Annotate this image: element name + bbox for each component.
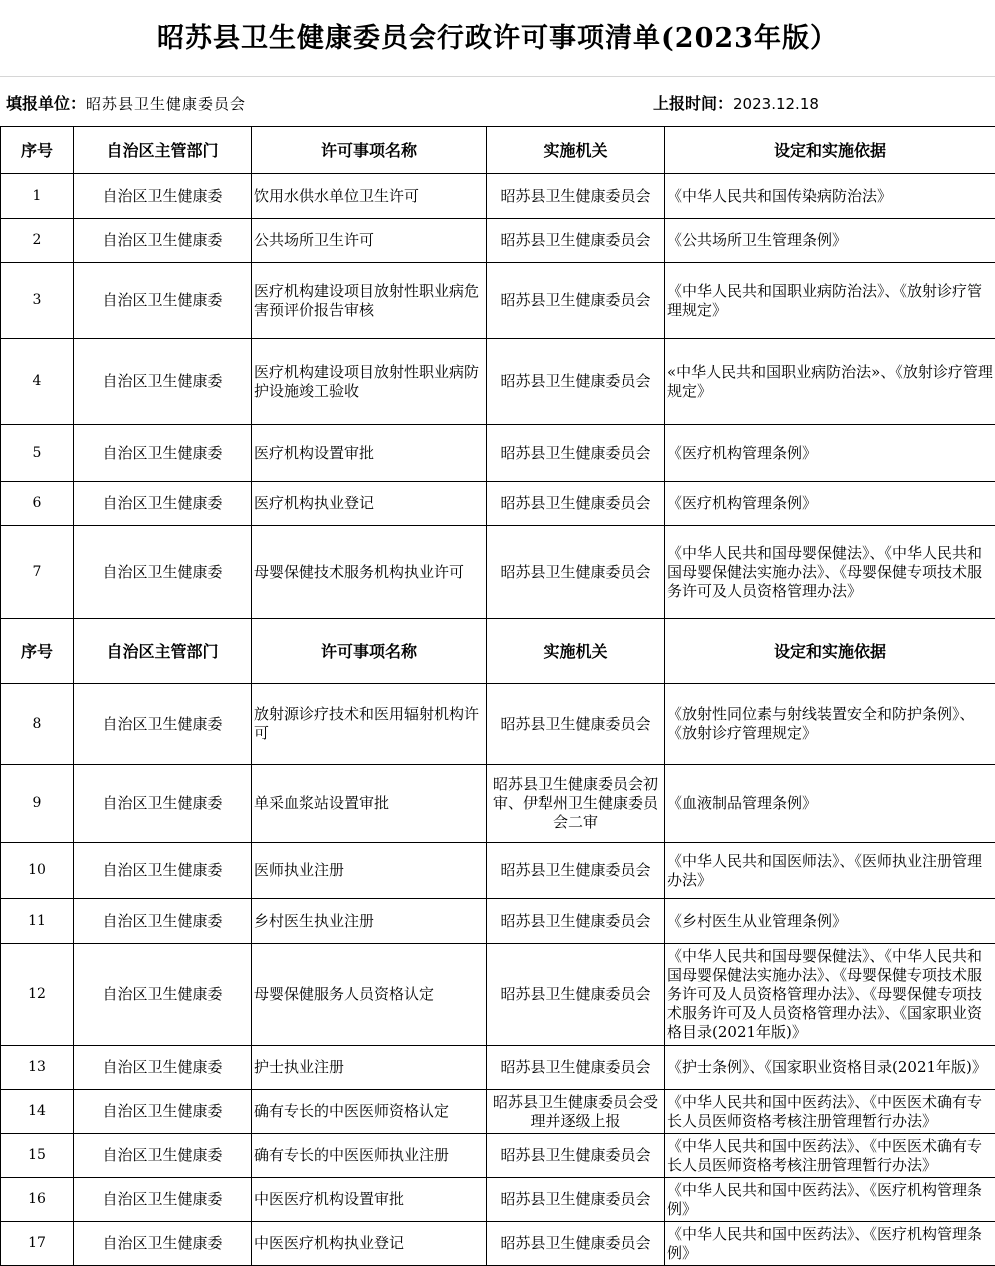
cell-item-name: 医疗机构建设项目放射性职业病危害预评价报告审核 bbox=[252, 263, 487, 339]
cell-basis: 《医疗机构管理条例》 bbox=[665, 482, 995, 526]
cell-item-name: 公共场所卫生许可 bbox=[252, 219, 487, 263]
table-row bbox=[1, 339, 995, 425]
cell-item-name: 医师执业注册 bbox=[252, 843, 487, 899]
cell-item-name: 中医医疗机构设置审批 bbox=[252, 1178, 487, 1222]
cell-org: 昭苏县卫生健康委员会 bbox=[487, 899, 665, 944]
cell-org: 昭苏县卫生健康委员会 bbox=[487, 526, 665, 619]
table-row bbox=[1, 843, 995, 899]
cell-basis: 《护士条例》、《国家职业资格目录(2021年版)》 bbox=[665, 1046, 995, 1090]
cell-org: 昭苏县卫生健康委员会 bbox=[487, 1178, 665, 1222]
cell-dept: 自治区卫生健康委 bbox=[74, 219, 252, 263]
cell-item-name: 护士执业注册 bbox=[252, 1046, 487, 1090]
cell-org: 昭苏县卫生健康委员会 bbox=[487, 482, 665, 526]
cell-org: 昭苏县卫生健康委员会 bbox=[487, 843, 665, 899]
table-header-row bbox=[1, 619, 995, 684]
cell-basis: 《血液制品管理条例》 bbox=[665, 765, 995, 843]
cell-basis: 《乡村医生从业管理条例》 bbox=[665, 899, 995, 944]
cell-dept: 自治区卫生健康委 bbox=[74, 944, 252, 1046]
cell-no: 11 bbox=[1, 899, 74, 944]
cell-item-name: 饮用水供水单位卫生许可 bbox=[252, 174, 487, 219]
table-row bbox=[1, 1090, 995, 1134]
reporting-unit-label: 填报单位： bbox=[6, 94, 86, 113]
cell-basis: 《医疗机构管理条例》 bbox=[665, 425, 995, 482]
header-org: 实施机关 bbox=[487, 619, 665, 684]
cell-item-name: 医疗机构执业登记 bbox=[252, 482, 487, 526]
cell-no: 9 bbox=[1, 765, 74, 843]
cell-basis: 《中华人民共和国母婴保健法》、《中华人民共和国母婴保健法实施办法》、《母婴保健专项技术服务许可及人员资格管理办法》 bbox=[665, 526, 995, 619]
page-title: 昭苏县卫生健康委员会行政许可事项清单(2023年版） bbox=[0, 0, 995, 77]
cell-item-name: 中医医疗机构执业登记 bbox=[252, 1222, 487, 1266]
cell-item-name: 乡村医生执业注册 bbox=[252, 899, 487, 944]
cell-dept: 自治区卫生健康委 bbox=[74, 1090, 252, 1134]
table-row bbox=[1, 219, 995, 263]
cell-org: 昭苏县卫生健康委员会受理并逐级上报 bbox=[487, 1090, 665, 1134]
cell-org: 昭苏县卫生健康委员会 bbox=[487, 944, 665, 1046]
table-row bbox=[1, 174, 995, 219]
cell-dept: 自治区卫生健康委 bbox=[74, 482, 252, 526]
header-item-name: 许可事项名称 bbox=[252, 127, 487, 174]
table-row bbox=[1, 944, 995, 1046]
table-row bbox=[1, 1222, 995, 1266]
cell-basis: 《中华人民共和国中医药法》、《中医医术确有专长人员医师资格考核注册管理暂行办法》 bbox=[665, 1090, 995, 1134]
cell-dept: 自治区卫生健康委 bbox=[74, 339, 252, 425]
cell-no: 14 bbox=[1, 1090, 74, 1134]
table-row bbox=[1, 684, 995, 765]
cell-no: 7 bbox=[1, 526, 74, 619]
table-row bbox=[1, 425, 995, 482]
cell-dept: 自治区卫生健康委 bbox=[74, 526, 252, 619]
cell-basis: 《中华人民共和国医师法》、《医师执业注册管理办法》 bbox=[665, 843, 995, 899]
cell-basis: 《中华人民共和国中医药法》、《医疗机构管理条例》 bbox=[665, 1222, 995, 1266]
cell-no: 4 bbox=[1, 339, 74, 425]
cell-org: 昭苏县卫生健康委员会初审、伊犁州卫生健康委员会二审 bbox=[487, 765, 665, 843]
cell-dept: 自治区卫生健康委 bbox=[74, 263, 252, 339]
cell-no: 10 bbox=[1, 843, 74, 899]
table-row bbox=[1, 263, 995, 339]
reporting-unit-value: 昭苏县卫生健康委员会 bbox=[86, 95, 246, 113]
cell-item-name: 放射源诊疗技术和医用辐射机构许可 bbox=[252, 684, 487, 765]
reporting-unit bbox=[6, 91, 246, 114]
header-dept: 自治区主管部门 bbox=[74, 127, 252, 174]
cell-dept: 自治区卫生健康委 bbox=[74, 425, 252, 482]
cell-no: 5 bbox=[1, 425, 74, 482]
cell-no: 16 bbox=[1, 1178, 74, 1222]
report-time-label: 上报时间： bbox=[653, 94, 733, 113]
table-row bbox=[1, 1178, 995, 1222]
cell-item-name: 单采血浆站设置审批 bbox=[252, 765, 487, 843]
cell-no: 6 bbox=[1, 482, 74, 526]
report-time-value: 2023.12.18 bbox=[733, 95, 819, 113]
cell-item-name: 医疗机构建设项目放射性职业病防护设施竣工验收 bbox=[252, 339, 487, 425]
table-row bbox=[1, 482, 995, 526]
header-dept: 自治区主管部门 bbox=[74, 619, 252, 684]
cell-dept: 自治区卫生健康委 bbox=[74, 899, 252, 944]
cell-org: 昭苏县卫生健康委员会 bbox=[487, 219, 665, 263]
permit-table-body bbox=[1, 127, 995, 1266]
cell-basis: 《中华人民共和国母婴保健法》、《中华人民共和国母婴保健法实施办法》、《母婴保健专项技术服务许可及人员资格管理办法》、《母婴保健专项技术服务许可及人员资格管理办法》、《国家职业资格目录(2021年版)》 bbox=[665, 944, 995, 1046]
cell-dept: 自治区卫生健康委 bbox=[74, 174, 252, 219]
cell-no: 12 bbox=[1, 944, 74, 1046]
cell-item-name: 母婴保健技术服务机构执业许可 bbox=[252, 526, 487, 619]
table-row bbox=[1, 899, 995, 944]
cell-org: 昭苏县卫生健康委员会 bbox=[487, 263, 665, 339]
cell-item-name: 医疗机构设置审批 bbox=[252, 425, 487, 482]
cell-no: 3 bbox=[1, 263, 74, 339]
cell-basis: «中华人民共和国职业病防治法»、《放射诊疗管理规定》 bbox=[665, 339, 995, 425]
header-basis: 设定和实施依据 bbox=[665, 619, 995, 684]
cell-item-name: 母婴保健服务人员资格认定 bbox=[252, 944, 487, 1046]
cell-basis: 《公共场所卫生管理条例》 bbox=[665, 219, 995, 263]
cell-org: 昭苏县卫生健康委员会 bbox=[487, 339, 665, 425]
table-row bbox=[1, 1046, 995, 1090]
report-time bbox=[653, 91, 819, 114]
cell-dept: 自治区卫生健康委 bbox=[74, 1134, 252, 1178]
header-basis: 设定和实施依据 bbox=[665, 127, 995, 174]
header-org: 实施机关 bbox=[487, 127, 665, 174]
cell-basis: 《中华人民共和国中医药法》、《医疗机构管理条例》 bbox=[665, 1178, 995, 1222]
header-item-name: 许可事项名称 bbox=[252, 619, 487, 684]
cell-dept: 自治区卫生健康委 bbox=[74, 1046, 252, 1090]
cell-dept: 自治区卫生健康委 bbox=[74, 1222, 252, 1266]
cell-org: 昭苏县卫生健康委员会 bbox=[487, 174, 665, 219]
cell-no: 17 bbox=[1, 1222, 74, 1266]
permit-table bbox=[0, 126, 995, 1266]
cell-no: 2 bbox=[1, 219, 74, 263]
table-row bbox=[1, 765, 995, 843]
table-header-row bbox=[1, 127, 995, 174]
cell-basis: 《放射性同位素与射线装置安全和防护条例》、《放射诊疗管理规定》 bbox=[665, 684, 995, 765]
report-meta bbox=[0, 77, 995, 126]
cell-basis: 《中华人民共和国传染病防治法》 bbox=[665, 174, 995, 219]
header-no: 序号 bbox=[1, 619, 74, 684]
cell-org: 昭苏县卫生健康委员会 bbox=[487, 1222, 665, 1266]
cell-no: 1 bbox=[1, 174, 74, 219]
cell-dept: 自治区卫生健康委 bbox=[74, 684, 252, 765]
table-row bbox=[1, 526, 995, 619]
table-row bbox=[1, 1134, 995, 1178]
cell-dept: 自治区卫生健康委 bbox=[74, 843, 252, 899]
cell-org: 昭苏县卫生健康委员会 bbox=[487, 1134, 665, 1178]
cell-basis: 《中华人民共和国职业病防治法》、《放射诊疗管理规定》 bbox=[665, 263, 995, 339]
cell-no: 15 bbox=[1, 1134, 74, 1178]
cell-dept: 自治区卫生健康委 bbox=[74, 765, 252, 843]
cell-no: 13 bbox=[1, 1046, 74, 1090]
cell-org: 昭苏县卫生健康委员会 bbox=[487, 425, 665, 482]
cell-org: 昭苏县卫生健康委员会 bbox=[487, 684, 665, 765]
cell-org: 昭苏县卫生健康委员会 bbox=[487, 1046, 665, 1090]
cell-item-name: 确有专长的中医医师资格认定 bbox=[252, 1090, 487, 1134]
cell-no: 8 bbox=[1, 684, 74, 765]
cell-dept: 自治区卫生健康委 bbox=[74, 1178, 252, 1222]
cell-item-name: 确有专长的中医医师执业注册 bbox=[252, 1134, 487, 1178]
cell-basis: 《中华人民共和国中医药法》、《中医医术确有专长人员医师资格考核注册管理暂行办法》 bbox=[665, 1134, 995, 1178]
header-no: 序号 bbox=[1, 127, 74, 174]
